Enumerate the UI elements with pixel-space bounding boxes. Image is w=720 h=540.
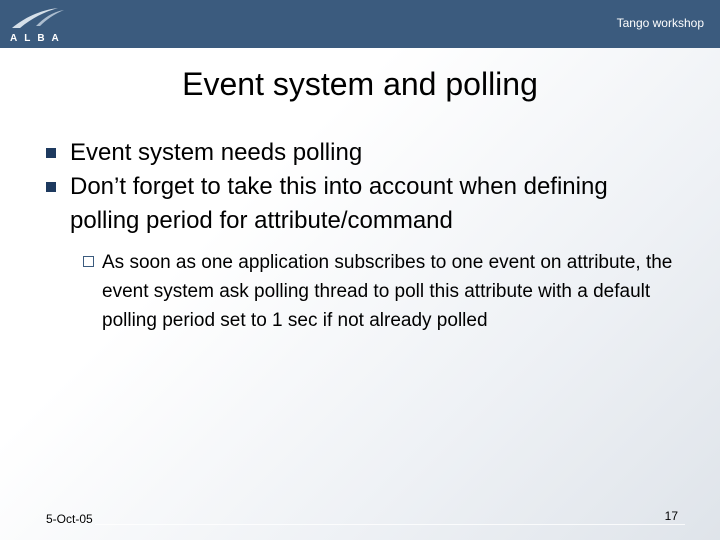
square-bullet-icon xyxy=(46,182,56,192)
square-bullet-icon xyxy=(46,148,56,158)
bullet-text: Event system needs polling xyxy=(70,139,363,166)
bullet-list xyxy=(40,136,680,335)
sub-bullet-item xyxy=(102,248,682,335)
footer-divider xyxy=(95,524,685,525)
logo-text: ALBA xyxy=(10,33,66,44)
workshop-label: Tango workshop xyxy=(616,16,704,30)
footer-date: 5-Oct-05 xyxy=(46,512,93,526)
slide-title: Event system and polling xyxy=(182,66,538,102)
header-bar xyxy=(0,0,720,48)
bullet-item xyxy=(40,136,680,170)
page-number: 17 xyxy=(664,509,678,523)
alba-logo xyxy=(6,4,90,44)
hollow-square-bullet-icon xyxy=(83,256,94,267)
sub-bullet-text: As soon as one application subscribes to one event on attribute, the event system ask polling thread to poll this attribute with a default polling period set to 1 sec if not already polled xyxy=(102,252,673,331)
bullet-text: Don’t forget to take this into account when defining polling period for attribute/command xyxy=(70,173,608,234)
bullet-item xyxy=(40,170,680,238)
